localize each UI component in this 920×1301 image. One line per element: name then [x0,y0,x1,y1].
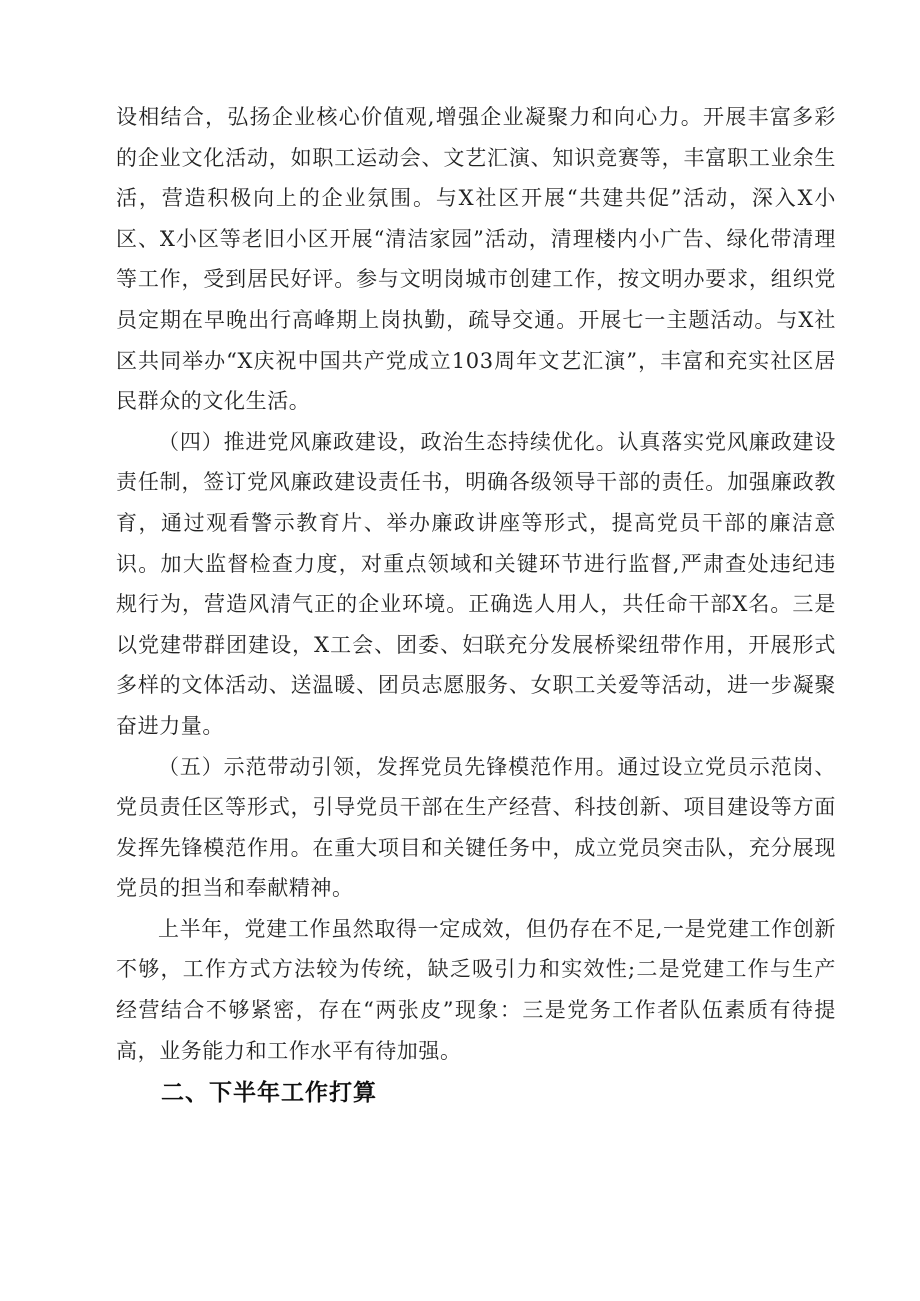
document-body [116,97,836,1115]
paragraph-shortcomings: 上半年，党建工作虽然取得一定成效，但仍存在不足,一是党建工作创新不够，工作方式方法较为传统，缺乏吸引力和实效性;二是党建工作与生产经营结合不够紧密，存在“两张皮”现象：三是党务工作者队伍素质有待提高，业务能力和工作水平有待加强。 [116,916,836,1063]
paragraph-party-member-role: （五）示范带动引领，发挥党员先锋模范作用。通过设立党员示范岗、党员责任区等形式，引导党员干部在生产经营、科技创新、项目建设等方面发挥先锋模范作用。在重大项目和关键任务中，成立党员突击队，充分展现党员的担当和奉献精神。 [116,754,836,901]
section-heading: 二、下半年工作打算 [161,1080,377,1107]
paragraph-integrity-building: （四）推进党风廉政建设，政治生态持续优化。认真落实党风廉政建设责任制，签订党风廉政建设责任书，明确各级领导干部的责任。加强廉政教育，通过观看警示教育片、举办廉政讲座等形式，提高党员干部的廉洁意识。加大监督检查力度，对重点领域和关键环节进行监督,严肃查处违纪违规行为，营造风清气正的企业环境。正确选人用人，共任命干部X名。三是以党建带群团建设，X工会、团委、妇联充分发展桥梁纽带作用，开展形式多样的文体活动、送温暖、团员志愿服务、女职工关爱等活动，进一步凝聚奋进力量。 [116,429,836,738]
paragraph-culture-activities: 设相结合，弘扬企业核心价值观,增强企业凝聚力和向心力。开展丰富多彩的企业文化活动，如职工运动会、文艺汇演、知识竞赛等，丰富职工业余生活，营造积极向上的企业氛围。与X社区开展“共建共促”活动，深入X小区、X小区等老旧小区开展“清洁家园”活动，清理楼内小广告、绿化带清理等工作，受到居民好评。参与文明岗城市创建工作，按文明办要求，组织党员定期在早晚出行高峰期上岗执勤，疏导交通。开展七一主题活动。与X社区共同举办“X庆祝中国共产党成立103周年文艺汇演”，丰富和充实社区居民群众的文化生活。 [116,105,836,414]
